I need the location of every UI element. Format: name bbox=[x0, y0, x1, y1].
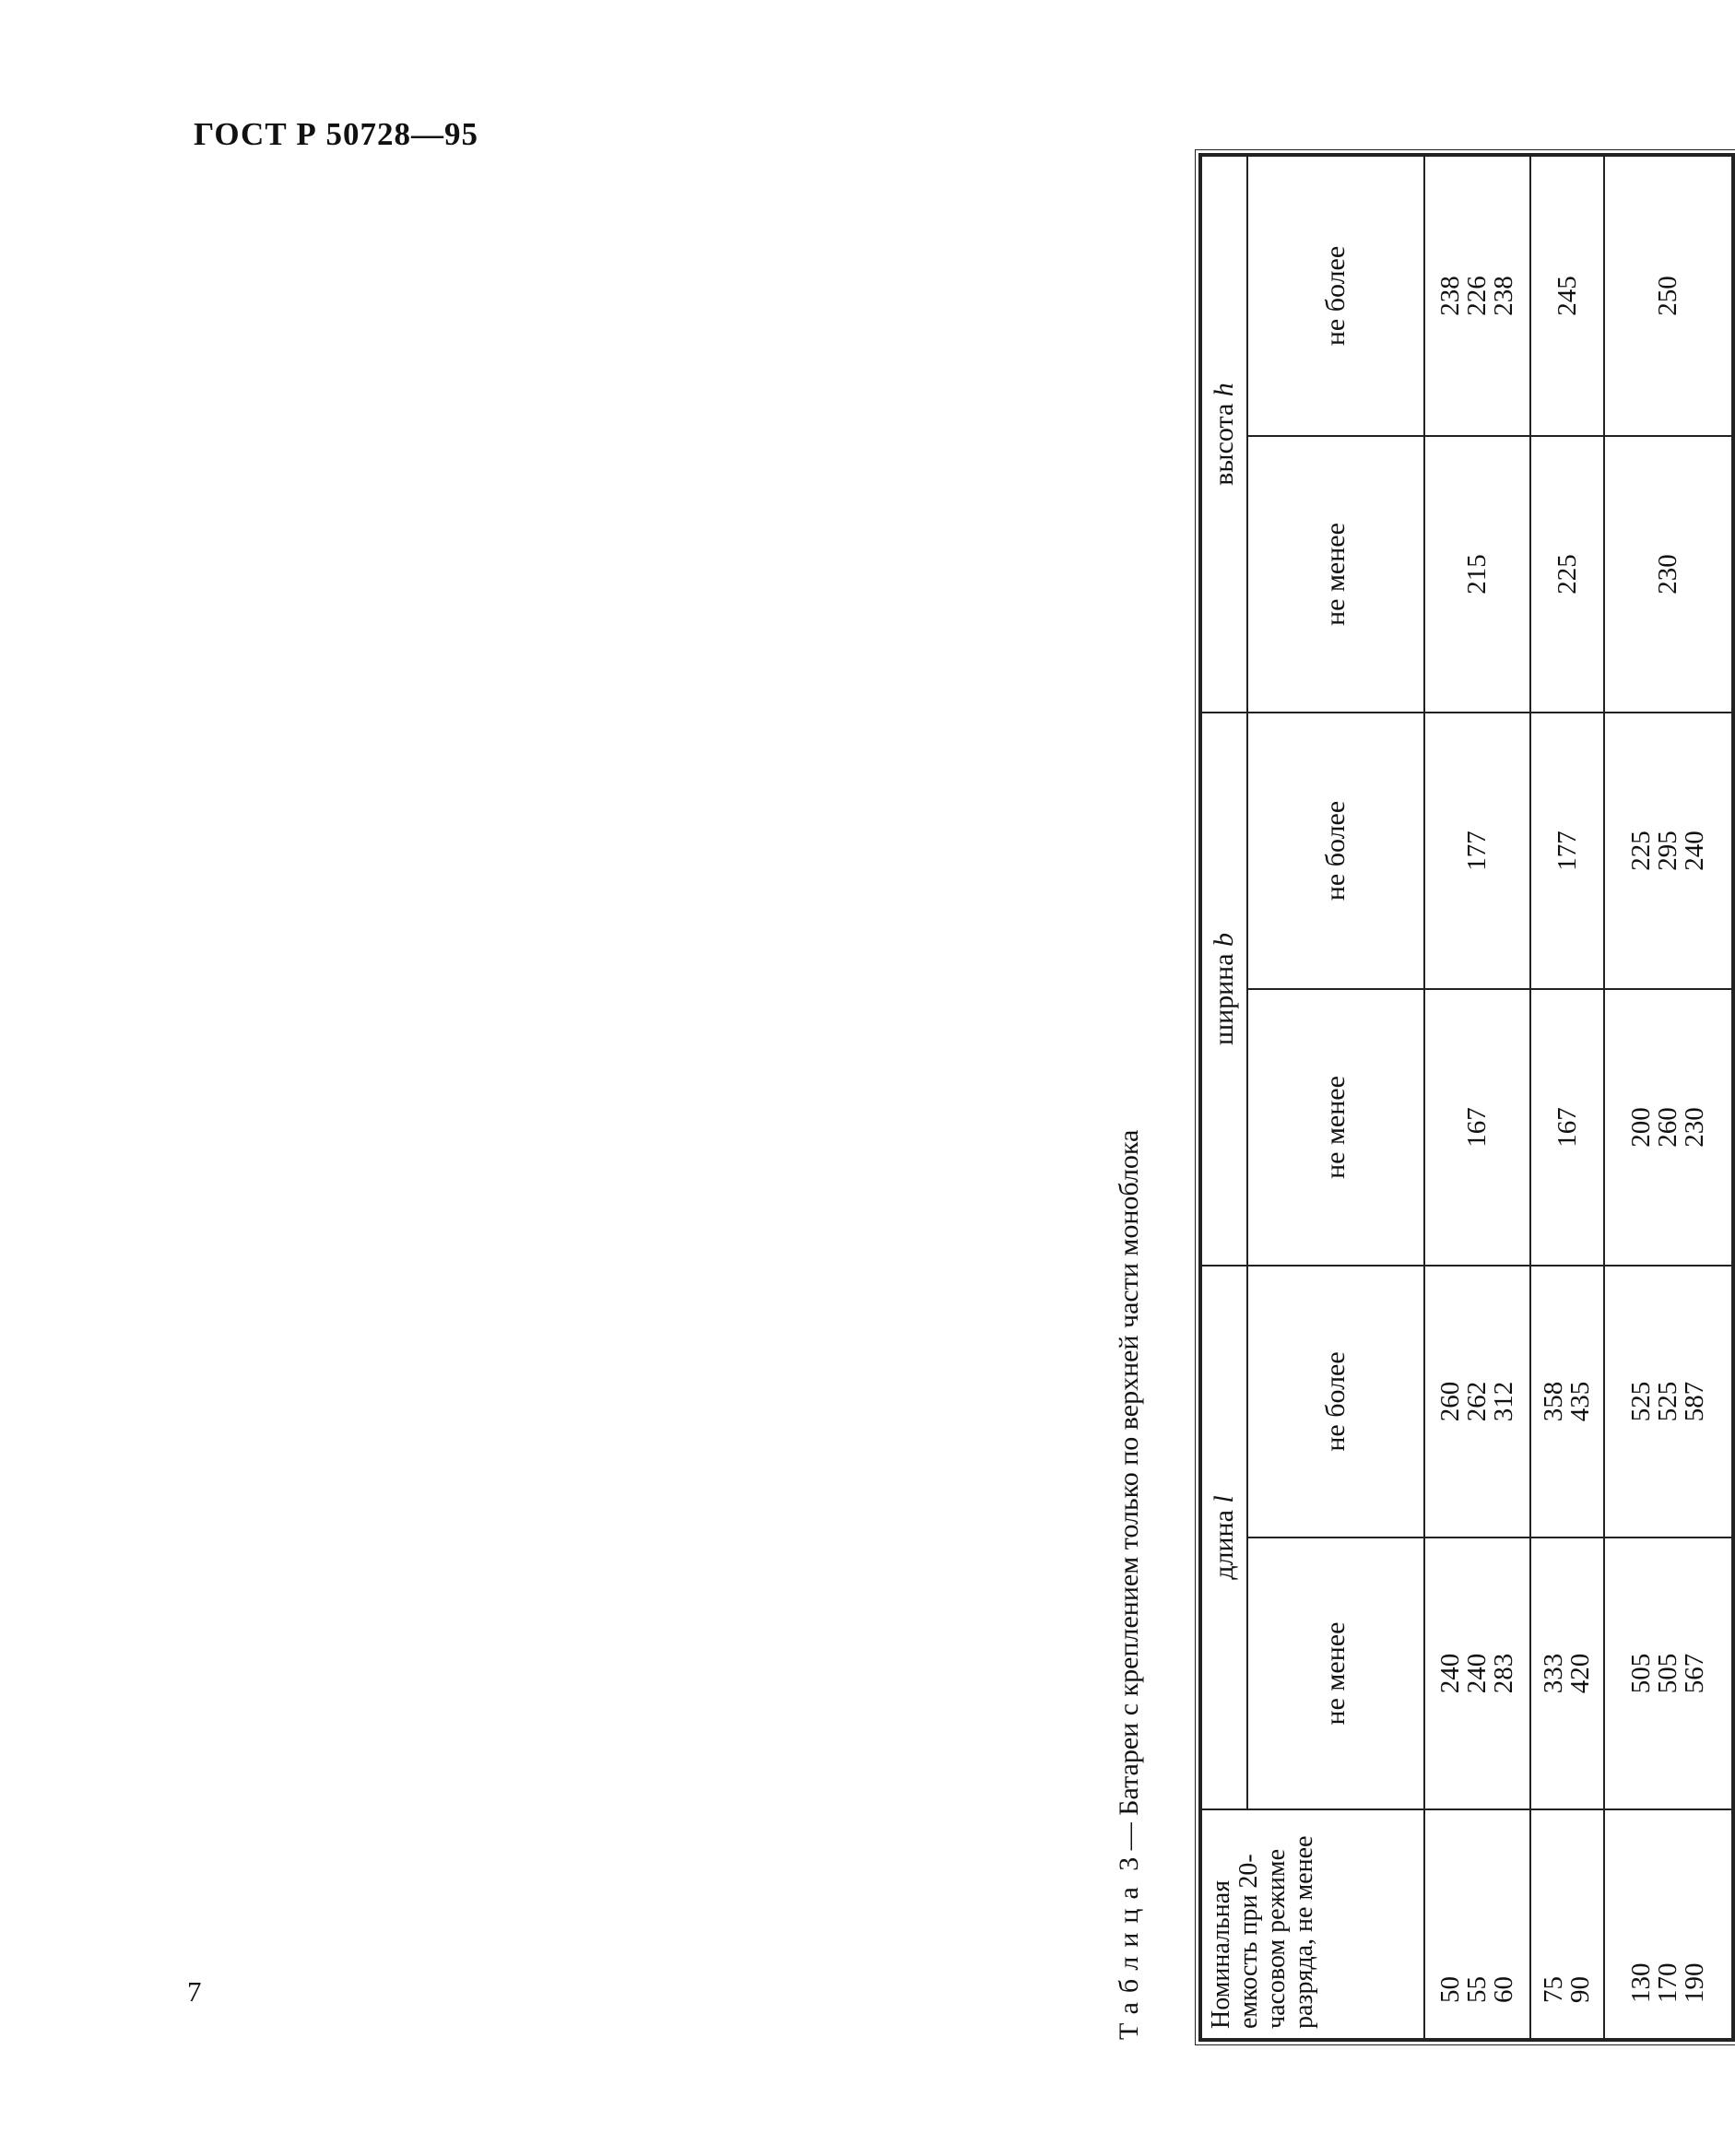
group-label-height: высота bbox=[1209, 403, 1239, 486]
cell-length-min: 240 240 283 bbox=[1424, 1537, 1530, 1809]
dimensions-table bbox=[1198, 153, 1735, 2042]
cell-capacity: 75 90 bbox=[1530, 1809, 1604, 2040]
cell-length-max: 260 262 312 bbox=[1424, 1266, 1530, 1537]
table-row bbox=[1424, 155, 1530, 2040]
rotated-table-block bbox=[1111, 152, 1733, 2042]
caption-number: 3 bbox=[1114, 1856, 1144, 1871]
table-row bbox=[1604, 155, 1733, 2040]
cell-capacity: 50 55 60 bbox=[1424, 1809, 1530, 2040]
subheader-length-min: не менее bbox=[1247, 1537, 1424, 1809]
group-header-width bbox=[1200, 713, 1247, 1266]
capacity-header: Номинальная емкость при 20-часовом режиме разряда, не менее bbox=[1200, 1809, 1424, 2040]
cell-height-min: 230 bbox=[1604, 436, 1733, 713]
cell-width-max: 177 bbox=[1424, 713, 1530, 989]
subheader-height-max: не более bbox=[1247, 155, 1424, 436]
cell-width-min: 167 bbox=[1530, 989, 1604, 1266]
cell-width-max: 225 295 240 bbox=[1604, 713, 1733, 989]
cell-length-min: 505 505 567 bbox=[1604, 1537, 1733, 1809]
caption-text: Батареи с креплением только по верхней части моноблока bbox=[1114, 1129, 1144, 1816]
group-symbol-height: h bbox=[1209, 383, 1239, 397]
group-label-length: длина bbox=[1209, 1510, 1239, 1580]
cell-capacity: 130 170 190 bbox=[1604, 1809, 1733, 2040]
cell-height-max: 245 bbox=[1530, 155, 1604, 436]
subheader-height-min: не менее bbox=[1247, 436, 1424, 713]
caption-dash: — bbox=[1114, 1822, 1144, 1851]
group-symbol-length: l bbox=[1209, 1495, 1239, 1503]
group-header-height bbox=[1200, 155, 1247, 713]
cell-width-min: 167 bbox=[1424, 989, 1530, 1266]
page-number: 7 bbox=[187, 1975, 202, 2008]
cell-length-max: 358 435 bbox=[1530, 1266, 1604, 1537]
subheader-length-max: не более bbox=[1247, 1266, 1424, 1537]
cell-height-min: 225 bbox=[1530, 436, 1604, 713]
cell-length-min: 333 420 bbox=[1530, 1537, 1604, 1809]
subheader-width-max: не более bbox=[1247, 713, 1424, 989]
group-label-width: ширина bbox=[1209, 953, 1239, 1046]
table-caption bbox=[1111, 150, 1180, 2042]
cell-height-min: 215 bbox=[1424, 436, 1530, 713]
group-header-length bbox=[1200, 1266, 1247, 1809]
caption-label: Таблица bbox=[1114, 1878, 1144, 2040]
document-header: ГОСТ Р 50728—95 bbox=[194, 116, 479, 152]
table-row bbox=[1530, 155, 1604, 2040]
cell-length-max: 525 525 587 bbox=[1604, 1266, 1733, 1537]
cell-width-max: 177 bbox=[1530, 713, 1604, 989]
group-symbol-width: b bbox=[1209, 932, 1239, 947]
cell-width-min: 200 260 230 bbox=[1604, 989, 1733, 1266]
cell-height-max: 238 226 238 bbox=[1424, 155, 1530, 436]
cell-height-max: 250 bbox=[1604, 155, 1733, 436]
subheader-width-min: не менее bbox=[1247, 989, 1424, 1266]
